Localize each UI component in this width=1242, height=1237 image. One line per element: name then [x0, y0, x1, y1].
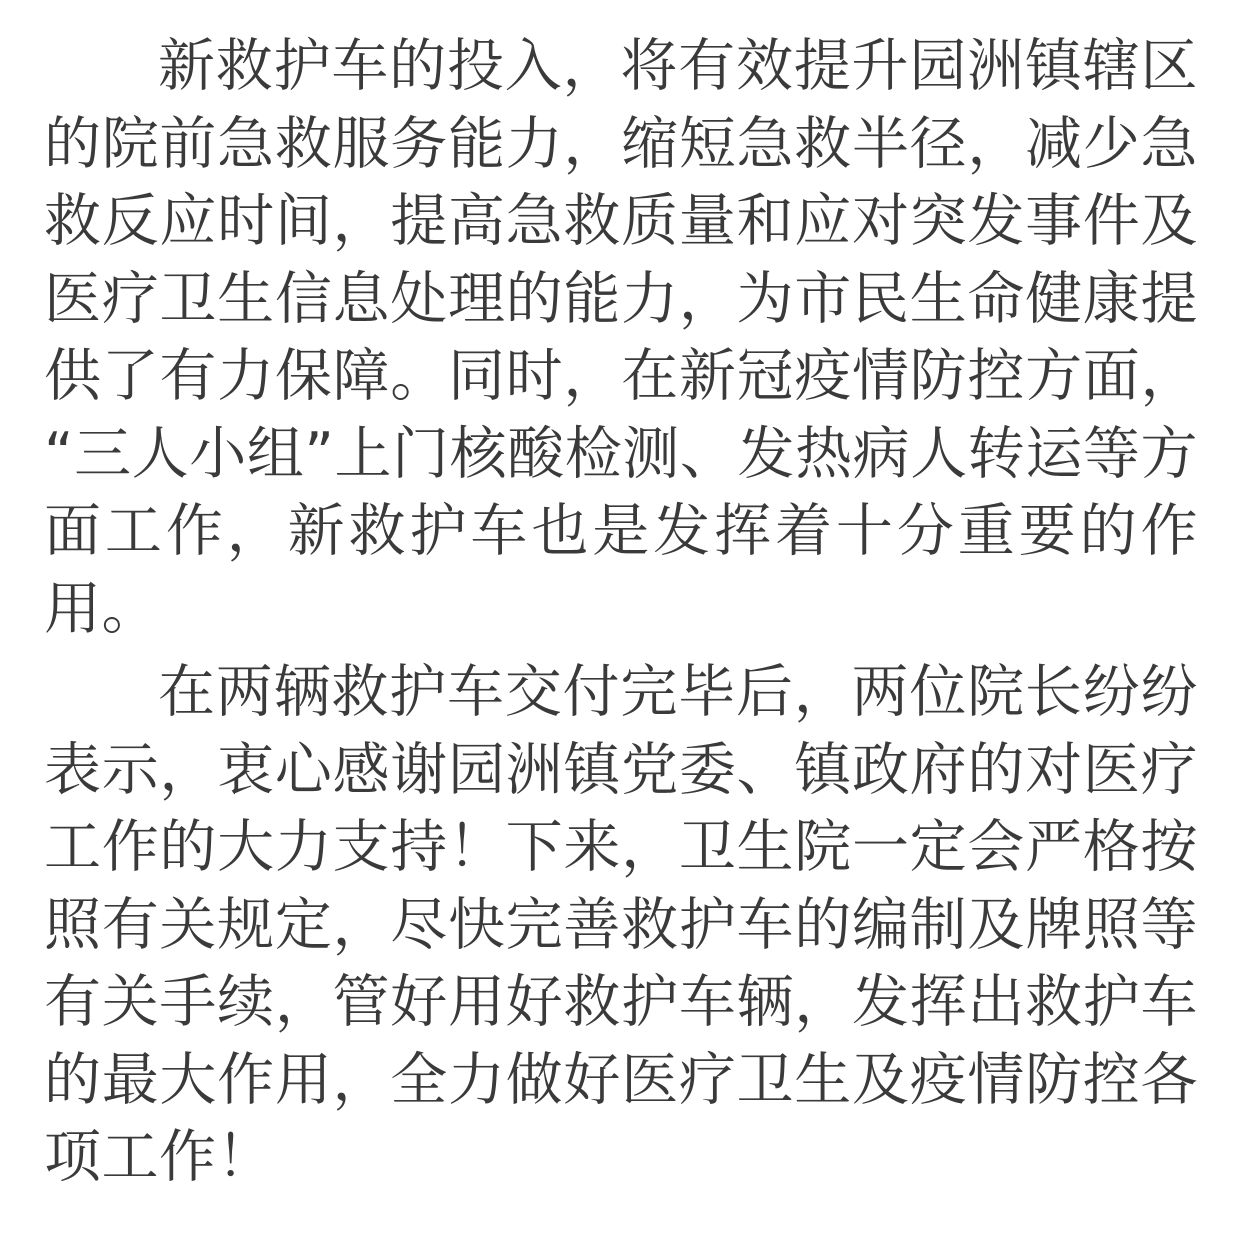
paragraph-2: 在两辆救护车交付完毕后，两位院长纷纷表示，衷心感谢园洲镇党委、镇政府的对医疗工作的大力支持！下来，卫生院一定会严格按照有关规定，尽快完善救护车的编制及牌照等有关手续，管好用好救护车辆，发挥出救护车的最大作用，全力做好医疗卫生及疫情防控各项工作！ [44, 659, 1198, 1191]
paragraph-1: 新救护车的投入，将有效提升园洲镇辖区的院前急救服务能力，缩短急救半径，减少急救反应时间，提高急救质量和应对突发事件及医疗卫生信息处理的能力，为市民生命健康提供了有力保障。同时，在新冠疫情防控方面，“三人小组”上门核酸检测、发热病人转运等方面工作，新救护车也是发挥着十分重要的作用。 [44, 33, 1198, 642]
article-body [44, 28, 1198, 1197]
